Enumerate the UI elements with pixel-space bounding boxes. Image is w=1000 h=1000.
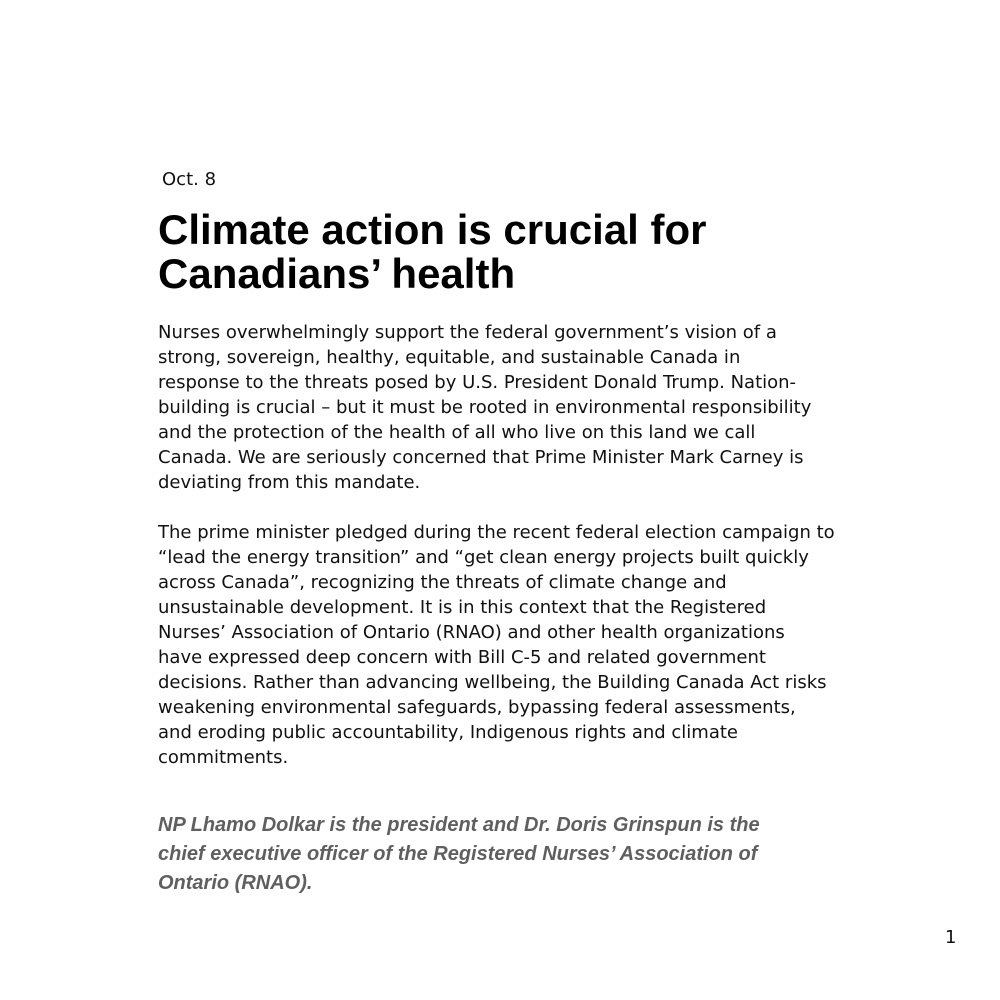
paragraph-line: across Canada”, recognizing the threats of climate change and [158, 572, 727, 593]
article-date: Oct. 8 [162, 169, 217, 190]
article-headline: Climate action is crucial for Canadians’ health [158, 206, 707, 297]
paragraph-line: Nurses’ Association of Ontario (RNAO) and other health organizations [158, 622, 785, 643]
paragraph-line: deviating from this mandate. [158, 472, 421, 493]
paragraph-line: commitments. [158, 747, 289, 768]
paragraph-line: Canada. We are seriously concerned that Prime Minister Mark Carney is [158, 447, 804, 468]
body-paragraph-2 [158, 520, 858, 770]
page-number: 1 [945, 927, 957, 948]
paragraph-line: building is crucial – but it must be rooted in environmental responsibility [158, 397, 812, 418]
paragraph-line: Nurses overwhelmingly support the federal government’s vision of a [158, 322, 777, 343]
byline-line: NP Lhamo Dolkar is the president and Dr. Doris Grinspun is the [158, 814, 760, 836]
paragraph-line: have expressed deep concern with Bill C-5 and related government [158, 647, 766, 668]
byline-line: chief executive officer of the Registered Nurses’ Association of [158, 843, 758, 865]
paragraph-line: The prime minister pledged during the recent federal election campaign to [158, 522, 835, 543]
paragraph-line: weakening environmental safeguards, bypassing federal assessments, [158, 697, 796, 718]
paragraph-line: “lead the energy transition” and “get clean energy projects built quickly [158, 547, 809, 568]
body-paragraph-1 [158, 320, 858, 495]
paragraph-line: response to the threats posed by U.S. President Donald Trump. Nation- [158, 372, 797, 393]
author-byline [158, 811, 858, 898]
paragraph-line: strong, sovereign, healthy, equitable, and sustainable Canada in [158, 347, 741, 368]
paragraph-line: decisions. Rather than advancing wellbeing, the Building Canada Act risks [158, 672, 827, 693]
paragraph-line: and the protection of the health of all who live on this land we call [158, 422, 756, 443]
paragraph-line: unsustainable development. It is in this context that the Registered [158, 597, 767, 618]
byline-line: Ontario (RNAO). [158, 872, 313, 894]
paragraph-line: and eroding public accountability, Indigenous rights and climate [158, 722, 739, 743]
